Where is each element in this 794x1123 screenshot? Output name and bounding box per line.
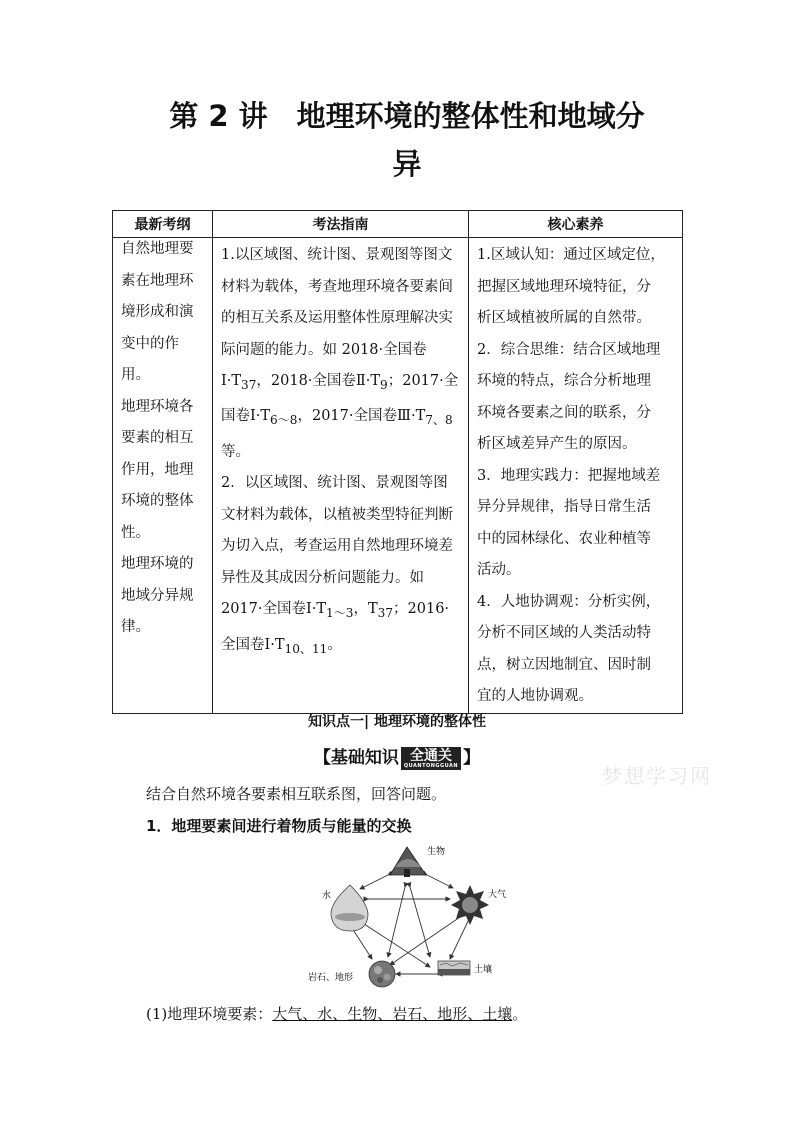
syllabus-line: 自然地理要 xyxy=(121,241,194,257)
syllabus-line: 律。 xyxy=(121,619,150,635)
text: ，2018·全国卷Ⅱ·T xyxy=(256,373,381,389)
syllabus-line: 变中的作用。 xyxy=(121,335,179,383)
sub-heading: 1．地理要素间进行着物质与能量的交换 xyxy=(146,817,412,835)
core-literacy-line: 3．地理实践力：把握地域差 xyxy=(477,467,661,484)
core-literacy-line: 分析不同区域的人类活动特 xyxy=(477,625,651,641)
core-literacy-line: 1.区域认知：通过区域定位， xyxy=(477,247,665,263)
page-title: 第 2 讲 地理环境的整体性和地域分 异 xyxy=(169,99,645,181)
knowledge-point-heading: 知识点一| 地理环境的整体性 xyxy=(308,714,486,730)
syllabus-line: 要素的相互 xyxy=(121,430,194,446)
banner-badge xyxy=(401,747,461,770)
subscript: 1～3 xyxy=(326,606,354,621)
exam-guide-paragraph-1 xyxy=(221,240,462,468)
answer-prefix: (1)地理环境要素： xyxy=(146,1005,273,1023)
answer-line xyxy=(146,1003,527,1024)
core-literacy-line: 析区域差异产生的原因。 xyxy=(477,436,637,452)
intro-text: 结合自然环境各要素相互联系图，回答问题。 xyxy=(146,785,447,803)
answer-suffix: 。 xyxy=(512,1005,528,1023)
core-literacy-line: 把握区域地理环境特征，分 xyxy=(477,278,651,295)
text: ；2016·全国卷Ⅰ·T xyxy=(221,601,450,653)
label-biology: 生物 xyxy=(427,847,446,857)
subscript: 37 xyxy=(241,377,257,392)
core-literacy-line: 析区域植被所属的自然带。 xyxy=(477,310,651,326)
label-atmosphere: 大气 xyxy=(488,890,507,900)
header-exam-guide: 考法指南 xyxy=(213,211,469,238)
core-literacy-line: 中的园林绿化、农业种植等 xyxy=(477,530,651,547)
syllabus-line: 性。 xyxy=(121,524,150,541)
subscript: 9 xyxy=(380,377,388,392)
bracket: 【 xyxy=(313,748,331,768)
syllabus-text xyxy=(121,234,206,644)
table-body-row xyxy=(113,238,683,714)
core-literacy-line: 环境的特点，综合分析地理 xyxy=(477,373,651,389)
text: 2．以区域图、统计图、景观图等图文材料为载体，以植被类型特征判断为切入点，考查运用自然地理环境差异性及其成因分析问题能力。如 2017·全国卷Ⅰ·T xyxy=(221,475,453,618)
syllabus-line: 作用，地理 xyxy=(121,461,194,478)
subscript: 10、11 xyxy=(284,641,328,656)
text: ；2017·全国卷Ⅰ·T xyxy=(221,373,459,425)
subscript: 6～8 xyxy=(270,413,298,428)
syllabus-line: 环境的整体 xyxy=(121,493,194,509)
syllabus-cell xyxy=(113,238,213,714)
syllabus-line: 地理环境的 xyxy=(121,556,194,572)
text: 等。 xyxy=(221,443,250,460)
core-literacy-line: 异分异规律，指导日常生活 xyxy=(477,499,651,515)
soil-icon xyxy=(438,961,470,975)
text: 1.以区域图、统计图、景观图等图文材料为载体，考查地理环境各要素间的相互关系及运用整体性原理解决实际问题的能力。如 2018·全国卷Ⅰ·T xyxy=(221,247,453,389)
header-latest-syllabus: 最新考纲 xyxy=(113,211,213,238)
core-literacy-line: 环境各要素之间的联系，分 xyxy=(477,404,651,421)
text: ，T xyxy=(353,601,378,618)
header-core-literacy: 核心素养 xyxy=(469,211,683,238)
interaction-arrows xyxy=(350,875,470,974)
tree-icon xyxy=(390,847,426,877)
syllabus-line: 地理环境各 xyxy=(121,398,194,415)
syllabus-line: 地域分异规 xyxy=(121,587,194,604)
core-literacy-text xyxy=(477,240,676,713)
syllabus-line: 境形成和演 xyxy=(121,304,194,320)
core-literacy-line: 点，树立因地制宜、因时制 xyxy=(477,656,651,673)
core-literacy-line: 宜的人地协调观。 xyxy=(477,688,593,704)
exam-guide-cell xyxy=(213,238,469,714)
badge-subtext: QUANTONGGUAN xyxy=(403,762,459,769)
core-literacy-line: 活动。 xyxy=(477,562,521,578)
banner-label: 基础知识 xyxy=(330,748,399,768)
text: 。 xyxy=(327,636,342,653)
label-rock-landform: 岩石、地形 xyxy=(308,973,354,983)
elements-diagram xyxy=(300,845,530,995)
core-literacy-line: 2．综合思维：结合区域地理 xyxy=(477,341,661,358)
text: ，2017·全国卷Ⅲ·T xyxy=(297,408,426,425)
label-soil: 土壤 xyxy=(474,965,493,975)
exam-guide-paragraph-2 xyxy=(221,468,462,665)
subscript: 7、8 xyxy=(425,413,453,428)
subscript: 37 xyxy=(377,606,394,621)
watermark: 梦想学习网 xyxy=(602,764,712,788)
label-water: 水 xyxy=(322,891,332,901)
core-literacy-cell xyxy=(469,238,683,714)
core-literacy-line: 4．人地协调观：分析实例， xyxy=(477,593,661,610)
badge-text: 全通关 xyxy=(409,747,452,764)
water-drop-icon xyxy=(331,885,368,931)
rock-icon xyxy=(369,961,395,987)
answer-underlined: 大气、水、生物、岩石、地形、土壤 xyxy=(272,1005,513,1023)
bracket: 】 xyxy=(463,748,481,768)
syllabus-table xyxy=(112,210,683,714)
syllabus-line: 素在地理环 xyxy=(121,272,194,289)
